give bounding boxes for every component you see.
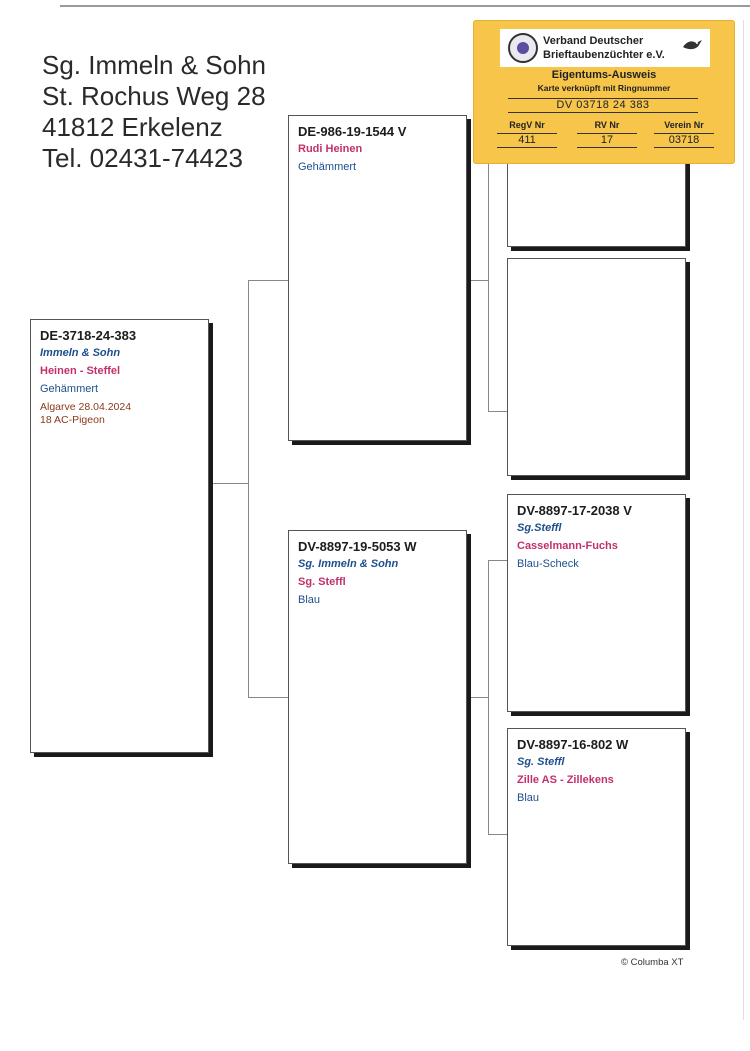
sticker-header — [500, 29, 710, 67]
verein-label: Verein Nr — [664, 120, 704, 130]
verein-column — [654, 120, 714, 148]
owner-street: St. Rochus Weg 28 — [42, 81, 266, 111]
sticker-ring-number: DV 03718 24 383 — [508, 98, 698, 113]
connector-line — [488, 560, 507, 561]
breeder-name: Sg. Steffl — [517, 756, 565, 768]
sticker-subtitle: Karte verknüpft mit Ringnummer — [537, 83, 671, 93]
pigeon-icon — [682, 38, 704, 52]
pigeon-name: Zille AS - Zillekens — [517, 774, 614, 786]
pigeon-name: Casselmann-Fuchs — [517, 540, 618, 552]
connector-line — [488, 160, 489, 412]
mother-mother-card — [507, 728, 686, 946]
ring-number: DV-8897-19-5053 W — [298, 539, 417, 554]
breeder-name: Sg.Steffl — [517, 522, 562, 534]
regv-label: RegV Nr — [509, 120, 545, 130]
regv-value: 411 — [497, 133, 557, 148]
ring-number: DE-3718-24-383 — [40, 328, 137, 343]
scan-edge-right — [743, 20, 744, 1020]
pigeon-name: Heinen - Steffel — [40, 365, 121, 377]
connector-line — [212, 483, 249, 484]
sticker-title: Eigentums-Ausweis — [551, 69, 657, 81]
scan-edge — [60, 5, 750, 7]
rv-column — [577, 120, 637, 148]
father-mother-card — [507, 258, 686, 476]
ring-number: DV-8897-17-2038 V — [517, 503, 632, 518]
performance-1: Algarve 28.04.2024 — [40, 401, 132, 413]
connector-line — [248, 697, 288, 698]
mother-card — [288, 530, 467, 864]
father-card — [288, 115, 467, 441]
verein-value: 03718 — [654, 133, 714, 148]
pigeon-color: Gehämmert — [40, 383, 99, 395]
rv-label: RV Nr — [594, 120, 620, 130]
owner-name: Sg. Immeln & Sohn — [42, 50, 266, 80]
pigeon-color: Blau-Scheck — [517, 558, 579, 570]
owner-city: 41812 Erkelenz — [42, 112, 223, 142]
ring-number: DE-986-19-1544 V — [298, 124, 407, 139]
mother-father-card — [507, 494, 686, 712]
association-name — [543, 34, 665, 62]
pigeon-name: Sg. Steffl — [298, 576, 346, 588]
pigeon-color: Blau — [298, 594, 321, 606]
connector-line — [488, 411, 507, 412]
breeder-name: Immeln & Sohn — [40, 347, 121, 359]
owner-address — [42, 50, 266, 174]
pigeon-name: Rudi Heinen — [298, 143, 363, 155]
association-line-2: Brieftaubenzüchter e.V. — [543, 49, 665, 61]
subject-card — [30, 319, 209, 753]
connector-line — [488, 834, 507, 835]
association-logo-icon — [508, 33, 538, 63]
association-line-1: Verband Deutscher — [543, 35, 644, 47]
ring-number: DV-8897-16-802 W — [517, 737, 629, 752]
connector-line — [248, 280, 249, 698]
connector-line — [488, 560, 489, 835]
connector-line — [470, 280, 489, 281]
owner-phone: Tel. 02431-74423 — [42, 143, 243, 173]
ownership-card-sticker — [473, 20, 735, 164]
connector-line — [248, 280, 288, 281]
regv-column — [497, 120, 557, 148]
pigeon-color: Gehämmert — [298, 161, 357, 173]
rv-value: 17 — [577, 133, 637, 148]
footer-credit: © Columba XT — [621, 957, 684, 968]
pigeon-color: Blau — [517, 792, 540, 804]
performance-2: 18 AC-Pigeon — [40, 414, 105, 426]
breeder-name: Sg. Immeln & Sohn — [298, 558, 399, 570]
connector-line — [470, 697, 489, 698]
